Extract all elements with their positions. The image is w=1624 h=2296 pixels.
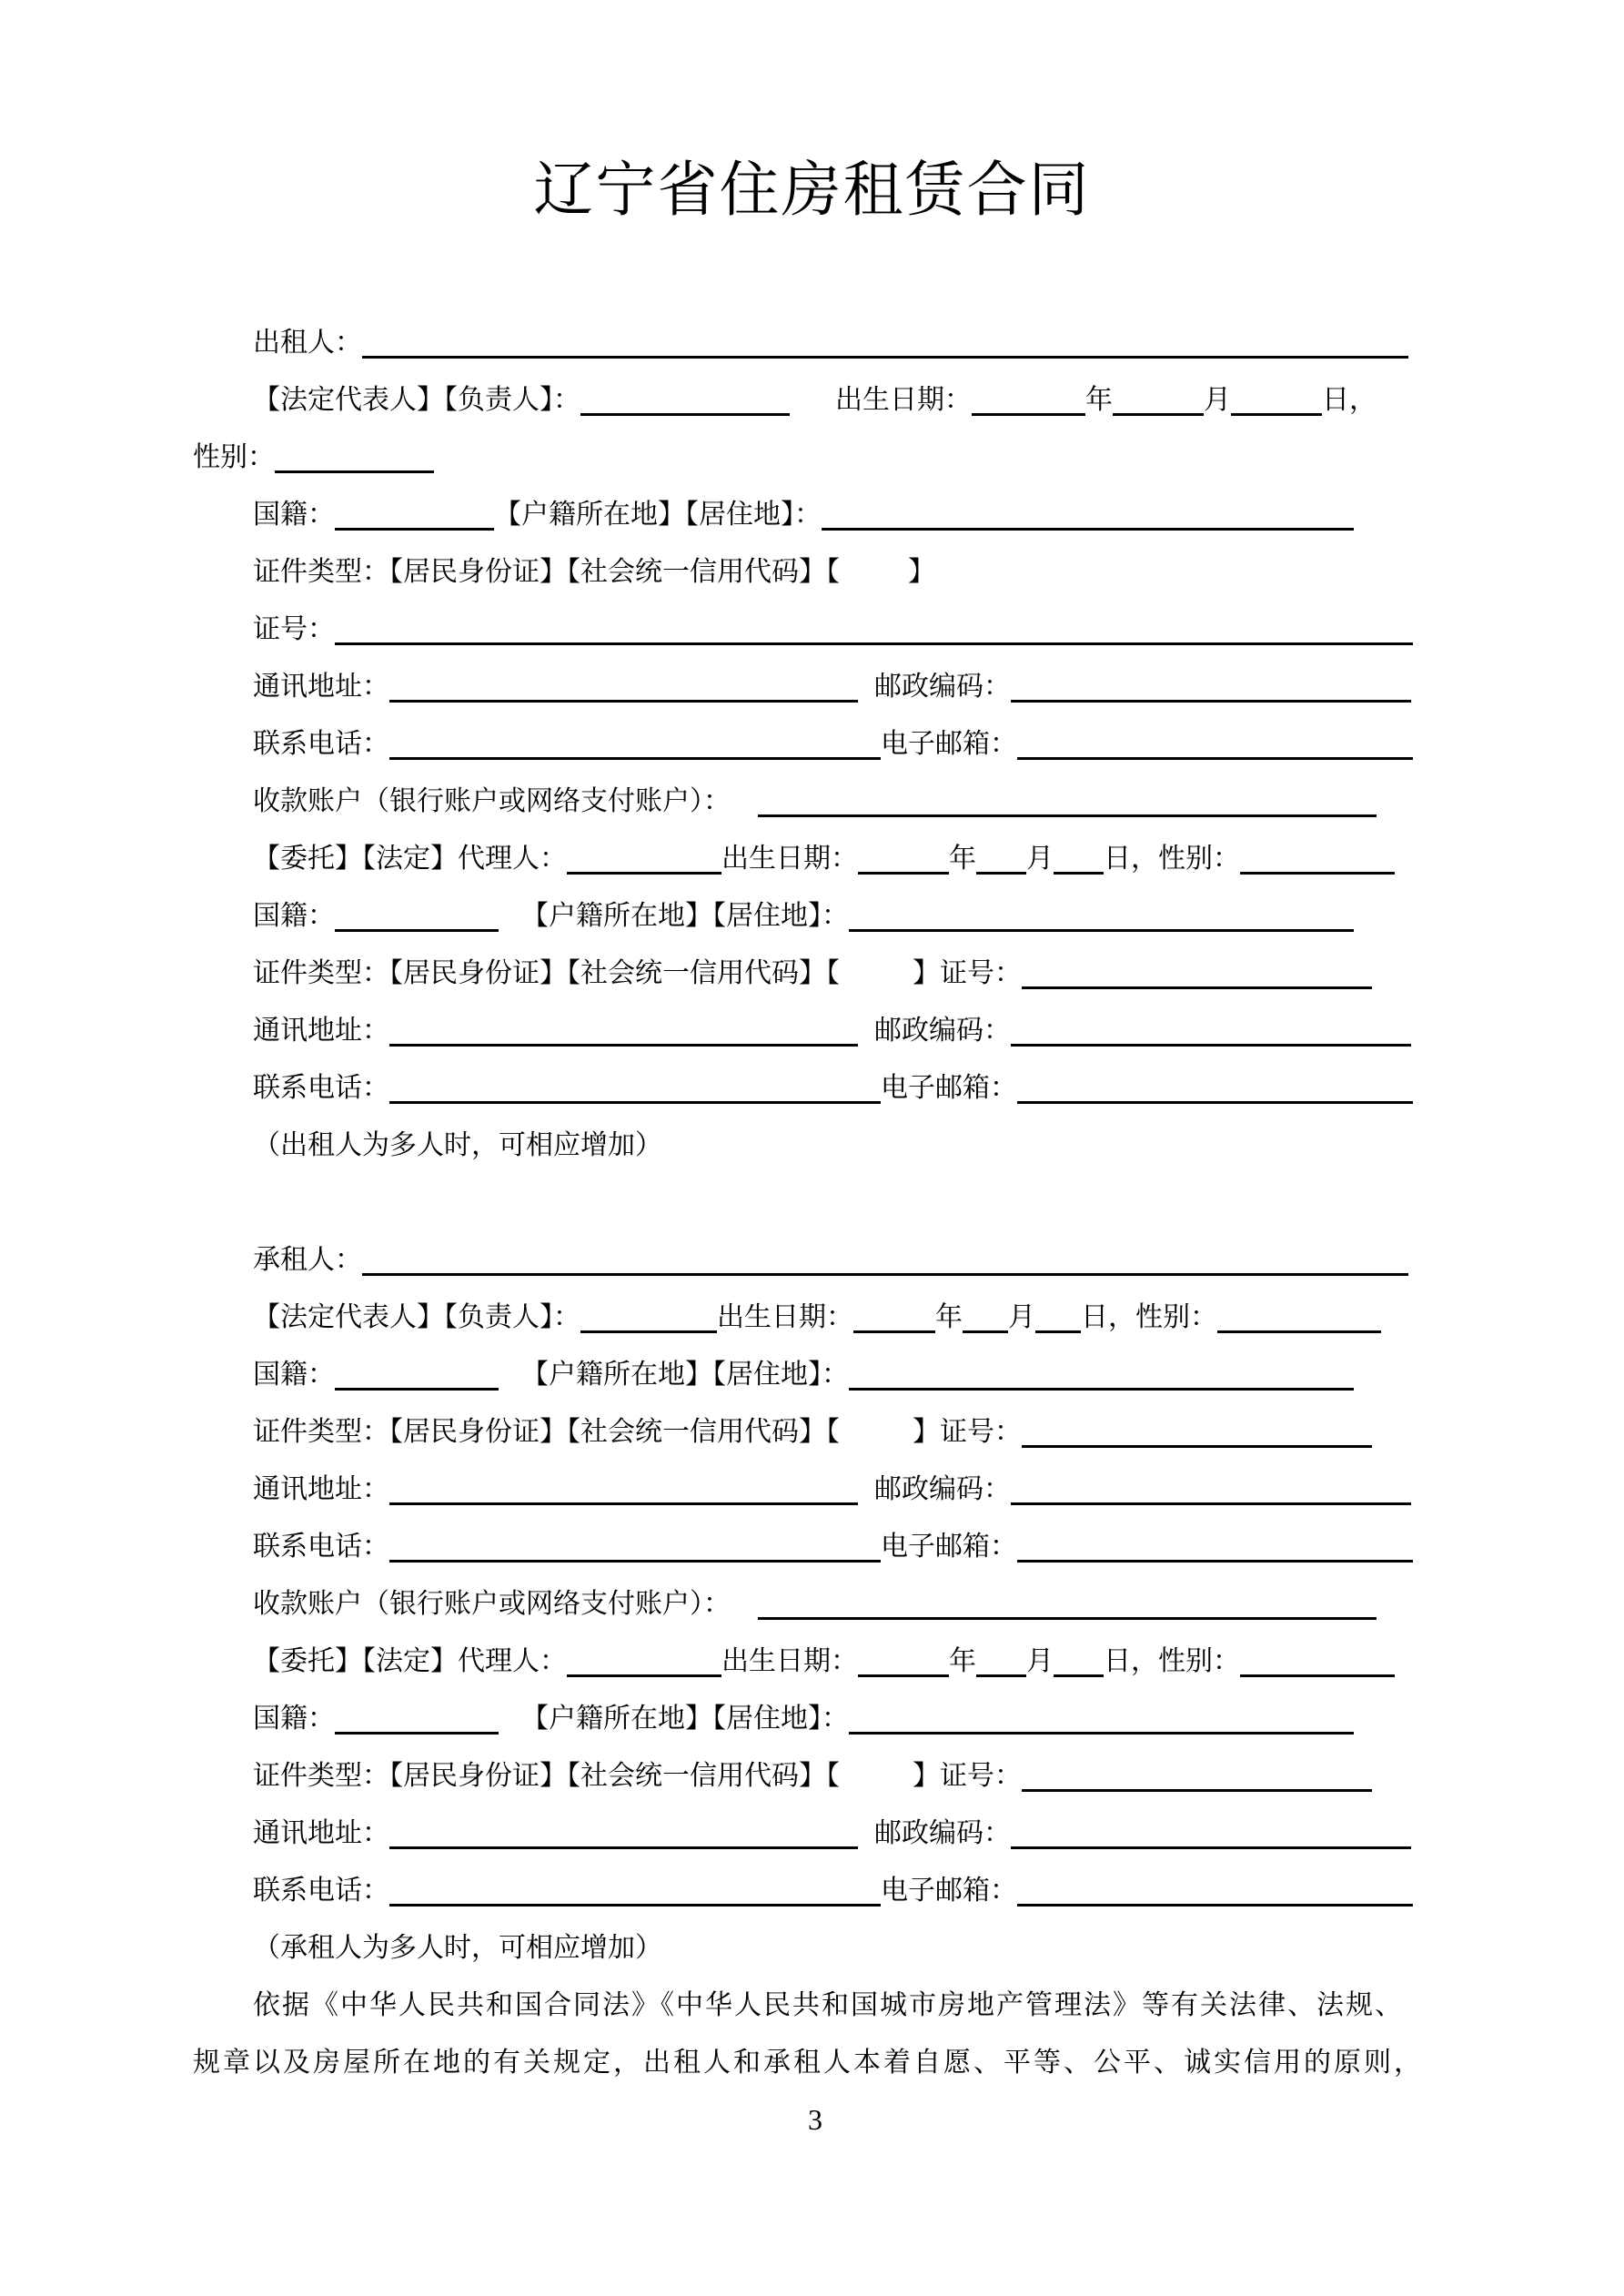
- lessor-contact-line: [193, 715, 1437, 773]
- field-label: 通讯地址：: [253, 1474, 389, 1504]
- lessee-multiple-note-line: [193, 1919, 1437, 1977]
- lessor-agent-name-field[interactable]: [567, 834, 721, 875]
- field-label: 【法定代表人】【负责人】：: [253, 385, 580, 415]
- lessor-id-number-field[interactable]: [335, 604, 1413, 645]
- field-label: 电子邮箱：: [881, 1532, 1017, 1562]
- lessee-nationality-line: [193, 1346, 1437, 1403]
- field-label: 月: [1026, 844, 1054, 874]
- lessor-representative-gender-line: [193, 429, 1437, 486]
- lessor-agent-contact-line: [193, 1059, 1437, 1117]
- field-label: 出生日期：: [835, 385, 972, 415]
- lessor-agent-line: [193, 830, 1437, 887]
- field-label: 联系电话：: [253, 1073, 389, 1103]
- lessor-representative-birth-year-field[interactable]: [972, 375, 1085, 416]
- lessor-phone-field[interactable]: [389, 719, 881, 760]
- lessee-agent-mailing-address-field[interactable]: [389, 1808, 858, 1849]
- lessee-representative-name-field[interactable]: [580, 1292, 717, 1333]
- field-label: 邮政编码：: [874, 672, 1011, 702]
- lessee-mailing-line: [193, 1461, 1437, 1518]
- lessor-name-line: [193, 314, 1437, 371]
- lessee-agent-name-field[interactable]: [567, 1636, 721, 1677]
- field-label: 联系电话：: [253, 1532, 389, 1562]
- lessor-agent-id-number-field[interactable]: [1022, 948, 1372, 989]
- field-label: 月: [1008, 1302, 1035, 1332]
- lessee-name-line: [193, 1231, 1437, 1289]
- lessee-agent-contact-line: [193, 1862, 1437, 1919]
- field-label: 规章以及房屋所在地的有关规定，出租人和承租人本着自愿、平等、公平、诚实信用的原则，: [193, 2048, 1424, 2078]
- page-number: 3: [808, 2103, 822, 2136]
- field-label: 日，性别：: [1104, 844, 1240, 874]
- lessor-representative-line: [193, 371, 1437, 429]
- lessee-representative-birth-day-field[interactable]: [1035, 1292, 1081, 1333]
- field-label: 出生日期：: [721, 1646, 858, 1676]
- field-label: 月: [1026, 1646, 1054, 1676]
- field-label: （承租人为多人时，可相应增加）: [253, 1933, 662, 1963]
- field-label: 收款账户（银行账户或网络支付账户）：: [253, 1589, 731, 1619]
- field-label: 日，: [1322, 385, 1377, 415]
- field-label: 证件类型：【居民身份证】【社会统一信用代码】【: [253, 958, 840, 988]
- field-label: 月: [1204, 385, 1231, 415]
- lessee-representative-birth-year-field[interactable]: [853, 1292, 935, 1333]
- field-label: 邮政编码：: [874, 1016, 1011, 1046]
- field-label: 年: [1085, 385, 1113, 415]
- field-label: 电子邮箱：: [881, 729, 1017, 759]
- field-label: 通讯地址：: [253, 672, 389, 702]
- lessor-residence-field[interactable]: [822, 490, 1354, 531]
- lessor-multiple-note-line: [193, 1117, 1437, 1174]
- field-label: 通讯地址：: [253, 1016, 389, 1046]
- lessee-agent-gender-field[interactable]: [1240, 1636, 1395, 1677]
- lessee-agent-nationality-field[interactable]: [335, 1694, 499, 1735]
- lessee-postal-code-field[interactable]: [1011, 1464, 1411, 1505]
- lessor-representative-birth-month-field[interactable]: [1113, 375, 1204, 416]
- field-label: 证号：: [253, 614, 335, 644]
- lessor-agent-residence-field[interactable]: [849, 891, 1354, 932]
- lessee-mailing-address-field[interactable]: [389, 1464, 858, 1505]
- lessor-agent-nationality-line: [193, 887, 1437, 945]
- lessee-agent-line: [193, 1633, 1437, 1690]
- lessor-agent-birth-day-field[interactable]: [1054, 834, 1104, 875]
- field-label: 】: [908, 557, 935, 587]
- field-label: 】证号：: [913, 958, 1022, 988]
- lessor-representative-name-field[interactable]: [580, 375, 790, 416]
- lessor-nationality-line: [193, 486, 1437, 543]
- lessor-mailing-line: [193, 658, 1437, 715]
- field-label: 日，性别：: [1081, 1302, 1217, 1332]
- field-label: 【户籍所在地】【居住地】：: [521, 1360, 849, 1390]
- field-label: 】证号：: [913, 1761, 1022, 1791]
- field-label: 【委托】【法定】代理人：: [253, 1646, 567, 1676]
- field-label: 日，性别：: [1104, 1646, 1240, 1676]
- lessor-nationality-field[interactable]: [335, 490, 494, 531]
- field-label: 】证号：: [913, 1417, 1022, 1447]
- field-label: 证件类型：【居民身份证】【社会统一信用代码】【: [253, 1761, 840, 1791]
- field-label: 证件类型：【居民身份证】【社会统一信用代码】【: [253, 1417, 840, 1447]
- lessee-contact-line: [193, 1518, 1437, 1575]
- field-label: 依据《中华人民共和国合同法》《中华人民共和国城市房地产管理法》等有关法律、法规、: [253, 1990, 1404, 2020]
- field-label: 年: [949, 1646, 976, 1676]
- lessee-residence-field[interactable]: [849, 1350, 1354, 1391]
- lessee-agent-residence-field[interactable]: [849, 1694, 1354, 1735]
- lessee-agent-birth-day-field[interactable]: [1054, 1636, 1104, 1677]
- lessee-payment-account-line: [193, 1575, 1437, 1633]
- closing-paragraph-line-1: [193, 1977, 1437, 2034]
- lessee-agent-email-field[interactable]: [1017, 1866, 1413, 1907]
- page-title: 辽宁省住房租赁合同: [533, 156, 1091, 223]
- lessee-name-field[interactable]: [362, 1235, 1408, 1276]
- lessee-payment-account-field[interactable]: [758, 1579, 1377, 1620]
- lessor-representative-gender-field[interactable]: [275, 432, 434, 473]
- field-label: 国籍：: [253, 1360, 335, 1390]
- lessor-agent-id-line: [193, 945, 1437, 1002]
- lessor-id-number-line: [193, 601, 1437, 658]
- field-label: 【委托】【法定】代理人：: [253, 844, 567, 874]
- lessor-agent-mailing-line: [193, 1002, 1437, 1059]
- lessor-agent-phone-field[interactable]: [389, 1063, 881, 1104]
- field-label: 年: [949, 844, 976, 874]
- lessee-agent-id-number-field[interactable]: [1022, 1751, 1372, 1792]
- lessor-email-field[interactable]: [1017, 719, 1413, 760]
- lessor-payment-account-line: [193, 773, 1437, 830]
- field-label: 出生日期：: [717, 1302, 853, 1332]
- field-label: 电子邮箱：: [881, 1073, 1017, 1103]
- field-label: 联系电话：: [253, 1876, 389, 1906]
- field-label: 【户籍所在地】【居住地】：: [521, 1704, 849, 1734]
- lessee-agent-mailing-line: [193, 1805, 1437, 1862]
- field-label: 【户籍所在地】【居住地】：: [494, 500, 822, 530]
- lessor-id-type-line: [193, 543, 1437, 601]
- lessor-name-field[interactable]: [362, 318, 1408, 359]
- field-label: 出租人：: [253, 328, 362, 358]
- lessee-agent-postal-code-field[interactable]: [1011, 1808, 1411, 1849]
- lessee-representative-gender-field[interactable]: [1217, 1292, 1381, 1333]
- lessee-agent-nationality-line: [193, 1690, 1437, 1747]
- lessor-agent-mailing-address-field[interactable]: [389, 1006, 858, 1047]
- lessee-representative-birth-month-field[interactable]: [963, 1292, 1008, 1333]
- field-label: 联系电话：: [253, 729, 389, 759]
- lessee-phone-field[interactable]: [389, 1522, 881, 1563]
- field-label: 国籍：: [253, 1704, 335, 1734]
- field-label: 【户籍所在地】【居住地】：: [521, 901, 849, 931]
- lessor-agent-birth-month-field[interactable]: [976, 834, 1026, 875]
- lessee-email-field[interactable]: [1017, 1522, 1413, 1563]
- form-content: [0, 314, 1624, 2149]
- section-gap-line: [193, 1174, 1437, 1231]
- form-lines: [193, 314, 1437, 2091]
- field-label: 邮政编码：: [874, 1818, 1011, 1848]
- lessee-agent-birth-year-field[interactable]: [858, 1636, 949, 1677]
- lessor-agent-email-field[interactable]: [1017, 1063, 1413, 1104]
- lessee-id-line: [193, 1403, 1437, 1461]
- lessor-payment-account-field[interactable]: [758, 776, 1377, 817]
- field-label: 收款账户（银行账户或网络支付账户）：: [253, 786, 731, 816]
- lessor-agent-birth-year-field[interactable]: [858, 834, 949, 875]
- field-label: 电子邮箱：: [881, 1876, 1017, 1906]
- field-label: 邮政编码：: [874, 1474, 1011, 1504]
- lessee-nationality-field[interactable]: [335, 1350, 499, 1391]
- lessee-representative-line: [193, 1289, 1437, 1346]
- lessor-agent-postal-code-field[interactable]: [1011, 1006, 1411, 1047]
- lessor-postal-code-field[interactable]: [1011, 662, 1411, 703]
- field-label: 【法定代表人】【负责人】：: [253, 1302, 580, 1332]
- lessee-id-number-field[interactable]: [1022, 1407, 1372, 1448]
- field-label: 通讯地址：: [253, 1818, 389, 1848]
- lessor-representative-birth-day-field[interactable]: [1231, 375, 1322, 416]
- field-label: 承租人：: [253, 1245, 362, 1275]
- lessor-agent-gender-field[interactable]: [1240, 834, 1395, 875]
- lessee-agent-id-line: [193, 1747, 1437, 1805]
- field-label: 年: [935, 1302, 963, 1332]
- lessee-agent-birth-month-field[interactable]: [976, 1636, 1026, 1677]
- field-label: 国籍：: [253, 500, 335, 530]
- field-label: 性别：: [193, 442, 275, 472]
- lessee-agent-phone-field[interactable]: [389, 1866, 881, 1907]
- field-label: 出生日期：: [721, 844, 858, 874]
- field-label: （出租人为多人时，可相应增加）: [253, 1130, 662, 1160]
- closing-paragraph-line-2: [193, 2034, 1437, 2091]
- lessor-mailing-address-field[interactable]: [389, 662, 858, 703]
- lessor-agent-nationality-field[interactable]: [335, 891, 499, 932]
- field-label: 证件类型：【居民身份证】【社会统一信用代码】【: [253, 557, 840, 587]
- field-label: 国籍：: [253, 901, 335, 931]
